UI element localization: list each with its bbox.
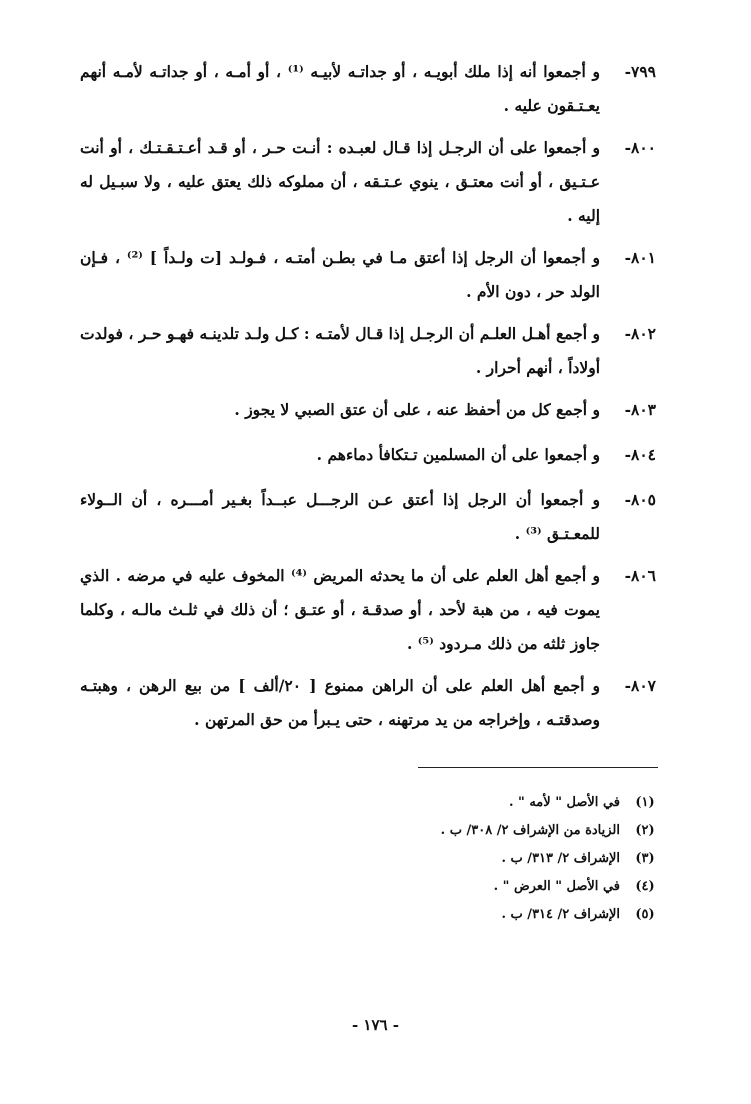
entry-number: ٨٠٠- xyxy=(624,138,656,157)
entry-806 xyxy=(80,556,656,661)
footnote-number: (٥) xyxy=(635,906,655,922)
entry-804 xyxy=(80,435,656,475)
footnote-item xyxy=(80,872,670,900)
entry-text: و أجمعوا أن الرجل إذا أعتق عـن الرجـــل عبــداً بغـير أمـــره ، أن الــولاء للمعـتـق ⁽³⁾ . xyxy=(80,490,600,543)
entry-803 xyxy=(80,390,656,430)
footnote-item xyxy=(80,844,670,872)
entry-801 xyxy=(80,238,656,309)
entry-text: و أجمعوا أن الرجل إذا أعتق مـا في بطـن أمتـه ، فـولـد [ت ولـداً ] ⁽²⁾ ، فـإن الولد حر ، دون الأم . xyxy=(80,248,600,301)
entry-text: و أجمع كل من أحفظ عنه ، على أن عتق الصبي لا يجوز . xyxy=(234,400,600,419)
entry-number: ٨٠٣- xyxy=(624,400,656,419)
entry-802 xyxy=(80,314,656,385)
footnote-text: في الأصل " لأمه " . xyxy=(508,794,620,810)
footnote-text: الزيادة من الإشراف ٢/ ٣٠٨/ ب . xyxy=(440,822,620,838)
entry-number: ٨٠٤- xyxy=(624,445,656,464)
entry-number: ٨٠٧- xyxy=(624,676,656,695)
entry-799 xyxy=(80,52,656,123)
entry-number: ٨٠٥- xyxy=(624,490,656,509)
footnote-number: (٤) xyxy=(635,878,655,894)
entry-805 xyxy=(80,480,656,551)
entry-text: و أجمع أهل العلم على أن ما يحدثه المريض ⁽⁴⁾ المخوف عليه في مرضه . الذي يموت فيه ، من هبة لأحد ، أو صدقـة ، أو عتـق ؛ أن ذلك في ثلـث مالـه ، وكلما جاوز ثلثه من ذلك مـردود ⁽⁵⁾ . xyxy=(80,566,600,653)
footnote-item xyxy=(80,816,670,844)
footnote-number: (١) xyxy=(635,794,655,810)
entry-text: و أجمعوا على أن المسلمين تـتكافأ دماءهم . xyxy=(316,445,600,464)
body-text xyxy=(80,52,656,742)
entry-text: و أجمع أهـل العلـم أن الرجـل إذا قـال لأمتـه : كـل ولـد تلدينـه فهـو حـر ، فولدت أولاداً ، أنهم أحرار . xyxy=(80,324,600,377)
entry-number: ٨٠٦- xyxy=(624,566,656,585)
entry-number: ٧٩٩- xyxy=(624,62,656,81)
footnotes xyxy=(80,788,670,928)
entry-800 xyxy=(80,128,656,233)
footnote-text: الإشراف ٢/ ٣١٣/ ب . xyxy=(501,850,620,866)
footnote-item xyxy=(80,900,670,928)
entry-807 xyxy=(80,666,656,737)
footnote-number: (٣) xyxy=(635,850,655,866)
page-number: - ١٧٦ - xyxy=(351,1016,400,1034)
entry-text: و أجمع أهل العلم على أن الراهن ممنوع [ ٢٠/ألف ] من بيع الرهن ، وهبتـه وصدقتـه ، وإخراجه من يد مرتهنه ، حتى يـبرأ من حق المرتهن . xyxy=(80,676,601,729)
entry-text: و أجمعوا على أن الرجـل إذا قـال لعبـده : أنـت حـر ، أو قـد أعـتـقـتـك ، أو أنت عـتـيق ، أو أنت معتـق ، ينوي عـتـقه ، أن مملوكه ذلك يعتق عليه ، ولا سبـيل له إليه . xyxy=(80,138,601,225)
footnote-text: الإشراف ٢/ ٣١٤/ ب . xyxy=(501,906,620,922)
entry-number: ٨٠١- xyxy=(624,248,656,267)
entry-text: و أجمعوا أنه إذا ملك أبويـه ، أو جداتـه لأبيـه ⁽¹⁾ ، أو أمـه ، أو جداتـه لأمـه أنهم يعـتـقون عليه . xyxy=(80,62,600,115)
footnote-text: في الأصل " العرض " . xyxy=(493,878,620,894)
footnote-number: (٢) xyxy=(635,822,655,838)
footnote-item xyxy=(80,788,670,816)
footnote-divider xyxy=(418,767,658,768)
entry-number: ٨٠٢- xyxy=(624,324,656,343)
